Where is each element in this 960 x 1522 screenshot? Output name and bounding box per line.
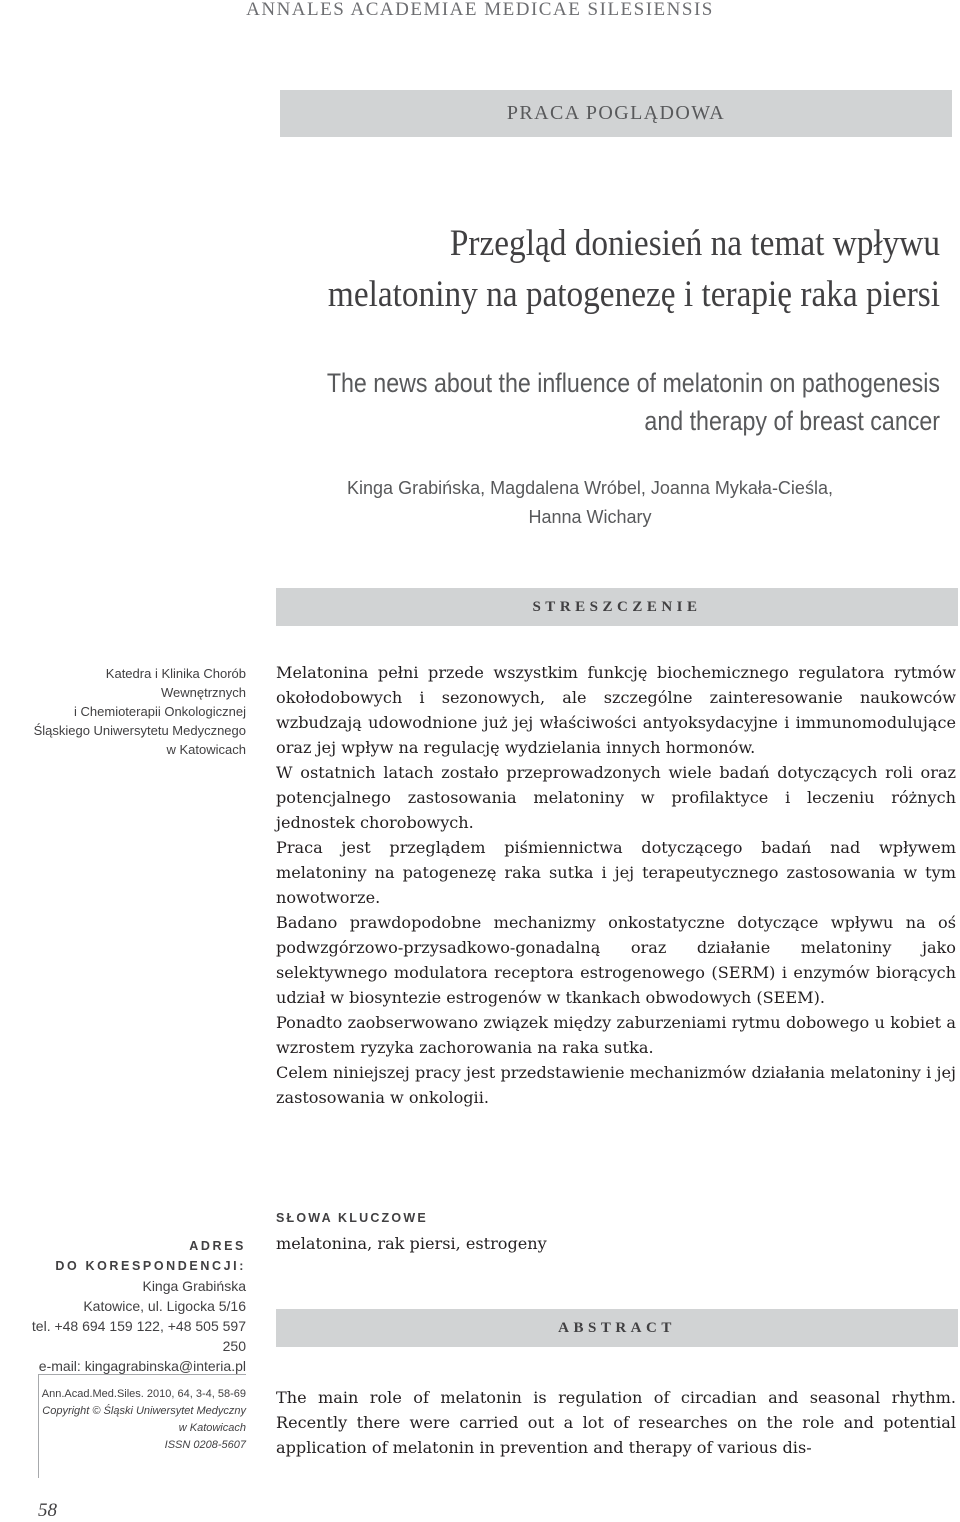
citation-divider [38,1374,246,1375]
citation-ref: Ann.Acad.Med.Siles. 2010, 64, 3-4, 58-69 [41,1388,246,1400]
correspondence-block [10,1236,246,1376]
title-polish-line1: Przegląd doniesień na temat wpływu [449,223,940,264]
keywords-text: melatonina, rak piersi, estrogeny [276,1234,547,1253]
title-english-line1: The news about the influence of melatonin on pathogenesis [326,368,941,398]
streszczenie-paragraph: Badano prawdopodobne mechanizmy onkostatyczne dotyczące wpływu na oś podwzgórzowo-przysadkowo-gonadalną oraz działanie melatoniny jako selektywnego modulatora receptora estrogenowego (SERM) i enzymów biorących udział w biosyntezie estrogenów w tkankach obwodowych (SEEM). [276,913,956,1007]
article-type: PRACA POGLĄDOWA [506,102,726,124]
citation-block [10,1386,246,1454]
streszczenie-paragraph: Melatonina pełni przede wszystkim funkcję biochemicznego regulatora rytmów okołodobowych i sezonowych, ale szczególne zainteresowanie naukowców wzbudzają udowodnione już jej właściwości antyoksydacyjne i immunomodulujące oraz jej wpływ na regulację wydzielania innych hormonów. [276,663,956,757]
affiliation-line: Śląskiego Uniwersytetu Medycznego [33,723,246,738]
affiliation-line: Katedra i Klinika Chorób Wewnętrznych [105,666,246,700]
streszczenie-paragraph: Praca jest przeglądem piśmiennictwa dotyczącego badań nad wpływem melatoniny na patogenezę raka sutka i jej terapeutycznego zastosowania w tym nowotworze. [276,838,956,907]
affiliation-line: w Katowicach [166,742,246,757]
authors-line2: Hanna Wichary [528,507,652,527]
authors [300,474,880,532]
correspondence-address: Katowice, ul. Ligocka 5/16 [83,1298,246,1314]
title-polish-line2: melatoniny na patogenezę i terapię raka piersi [327,274,940,315]
streszczenie-paragraph: Celem niniejszej pracy jest przedstawienie mechanizmów działania melatoniny i jej zastosowania w onkologii. [276,1063,956,1107]
citation-city: w Katowicach [178,1422,246,1434]
streszczenie-paragraph: Ponadto zaobserwowano związek między zaburzeniami rytmu dobowego u kobiet a wzrostem ryzyka zachorowania na raka sutka. [276,1013,956,1057]
journal-name: ANNALES ACADEMIAE MEDICAE SILESIENSIS [246,0,714,20]
title-polish [274,218,940,320]
citation-copyright: Copyright © Śląski Uniwersytet Medyczny [42,1405,246,1417]
streszczenie-body [276,660,956,1110]
streszczenie-heading: STRESZCZENIE [532,599,702,615]
abstract-body [276,1385,956,1460]
citation-issn: ISSN 0208-5607 [164,1439,246,1451]
abstract-heading: ABSTRACT [558,1320,676,1336]
correspondence-heading-2: DO KORESPONDENCJI: [55,1259,246,1273]
keywords-heading: SŁOWA KLUCZOWE [276,1211,428,1225]
authors-line1: Kinga Grabińska, Magdalena Wróbel, Joanna Mykała-Cieśla, [347,478,833,498]
page-number: 58 [38,1500,57,1521]
correspondence-name: Kinga Grabińska [142,1278,246,1294]
abstract-paragraph: The main role of melatonin is regulation of circadian and seasonal rhythm. Recently there were carried out a lot of researches on the role and potential application of melatonin in prevention and therapy of various dis- [276,1388,956,1457]
correspondence-phone: tel. +48 694 159 122, +48 505 597 250 [31,1318,246,1354]
correspondence-heading-1: ADRES [189,1239,246,1253]
streszczenie-paragraph: W ostatnich latach zostało przeprowadzonych wiele badań dotyczących roli oraz potencjalnego zastosowania melatoniny w profilaktyce i leczeniu różnych jednostek chorobowych. [276,763,956,832]
affiliation [20,664,246,759]
title-english [304,364,940,440]
title-english-line2: and therapy of breast cancer [644,406,940,436]
affiliation-line: i Chemioterapii Onkologicznej [74,704,246,719]
correspondence-email: e-mail: kingagrabinska@interia.pl [38,1358,246,1374]
